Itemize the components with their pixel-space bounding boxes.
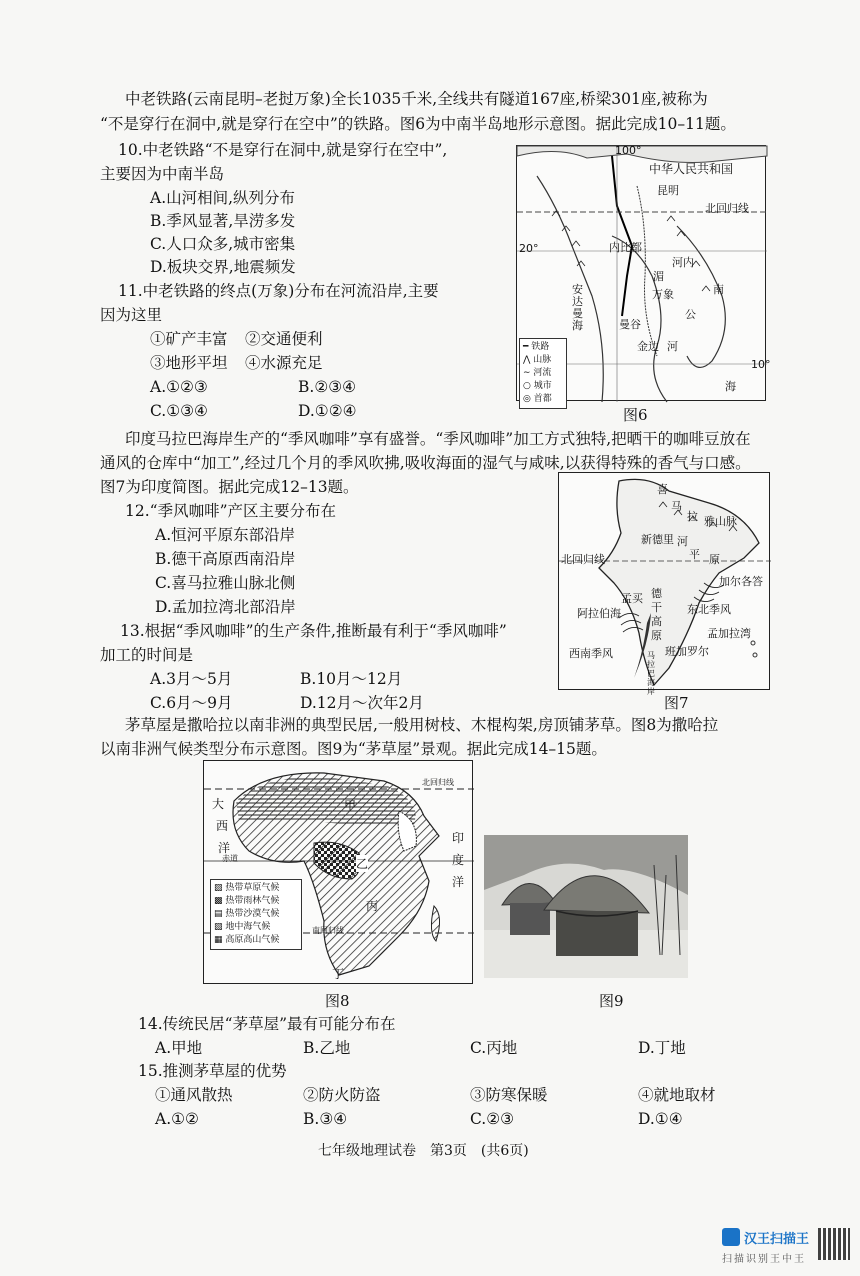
- fig7-decc1-label: 德: [651, 587, 662, 600]
- fig8-du-label: 度: [452, 853, 465, 867]
- fig6-lon-label: 100°: [615, 144, 642, 157]
- fig7-decc2-label: 干: [651, 601, 662, 614]
- q10-option-a: A.山河相间,纵列分布: [150, 189, 296, 207]
- fig8-yang2-label: 洋: [452, 875, 465, 889]
- fig8-equator-label: 赤道: [222, 854, 238, 863]
- scanner-logo-icon: [722, 1228, 740, 1246]
- fig7-he-label: 河: [677, 535, 688, 548]
- fig8-yi-label: 乙: [356, 857, 369, 871]
- fig7-yuan-label: 原: [709, 553, 720, 566]
- fig7-decc4-label: 原: [651, 629, 662, 642]
- fig6-country-label: 中华人民共和国: [649, 162, 734, 176]
- q12-option-d: D.孟加拉湾北部沿岸: [155, 598, 296, 616]
- fig6-legend-city: ○ 城市: [523, 381, 552, 391]
- fig7-ma-label: 马: [671, 500, 682, 513]
- fig8-legend-rainforest: ▩ 热带雨林气候: [214, 896, 280, 906]
- fig6-kunming-label: 昆明: [657, 184, 679, 197]
- intro8-line-1: 茅草屋是撒哈拉以南非洲的典型民居,一般用树枝、木棍构架,房顶铺茅草。图8为撒哈拉: [125, 716, 719, 734]
- fig7-malabar-label: 马拉巴海岸: [647, 651, 655, 696]
- mountain-icon: ⋀: [523, 355, 534, 365]
- fig6-qiao-label: 湄: [653, 270, 664, 283]
- brand-tagline: 扫描识别王中王: [722, 1254, 806, 1265]
- q11-item-2: ②交通便利: [245, 330, 323, 348]
- q14-option-b: B.乙地: [303, 1039, 351, 1057]
- fig6-bangkok-label: 曼谷: [619, 318, 641, 331]
- q13-option-b: B.10月～12月: [300, 670, 403, 688]
- q10-option-c: C.人口众多,城市密集: [150, 235, 296, 253]
- q15-item-4: ④就地取材: [638, 1086, 716, 1104]
- q11-item-1: ①矿产丰富: [150, 330, 228, 348]
- fig7-arabian-label: 阿拉伯海: [577, 607, 621, 620]
- fig8-da-label: 大: [212, 797, 225, 811]
- fig6-jinbian-label: 金边: [637, 340, 659, 353]
- intro-line-1: 中老铁路(云南昆明–老挝万象)全长1035千米,全线共有隧道167座,桥梁301座,被称为: [125, 90, 708, 108]
- fig8-ding-label: 丁: [332, 967, 345, 981]
- fig6-hai-label: 海: [725, 380, 736, 393]
- q10-option-b: B.季风显著,旱涝多发: [150, 212, 296, 230]
- q14-option-a: A.甲地: [155, 1039, 203, 1057]
- fig7-mumbai-label: 孟买: [621, 592, 643, 605]
- q11-item-4: ④水源充足: [245, 354, 323, 372]
- intro7-line-3: 图7为印度简图。据此完成12–13题。: [100, 478, 359, 496]
- fig8-legend-highland: ▦ 高原高山气候: [214, 935, 280, 945]
- q11-stem-2: 因为这里: [100, 306, 163, 324]
- desert-icon: ▤: [214, 909, 226, 919]
- thatched-hut-illustration: [484, 835, 688, 978]
- fig6-gong-label: 公: [685, 308, 696, 321]
- q15-option-b: B.③④: [303, 1110, 348, 1128]
- fig6-legend-railway: ━ 铁路: [523, 342, 550, 352]
- figure-7-map: [558, 472, 770, 696]
- q11-option-c: C.①③④: [150, 402, 208, 420]
- q11-option-a: A.①②③: [150, 378, 208, 396]
- fig8-yang-label: 洋: [218, 841, 231, 855]
- fig7-newdelhi-label: 新德里: [641, 533, 674, 546]
- highland-icon: ▦: [214, 935, 226, 945]
- q13-option-c: C.6月～9月: [150, 694, 233, 712]
- fig6-andaman-label: 安达曼海: [572, 283, 583, 332]
- railway-icon: ━: [523, 342, 532, 352]
- q10-stem-1: 10.中老铁路“不是穿行在洞中,就是穿行在空中”,: [118, 141, 448, 159]
- fig7-nemonsoon-label: 东北季风: [687, 603, 731, 616]
- q13-stem-2: 加工的时间是: [100, 646, 194, 664]
- fig7-bangalore-label: 班加罗尔: [665, 645, 709, 658]
- brand-name: 汉王扫描王: [744, 1232, 810, 1247]
- q11-option-b: B.②③④: [298, 378, 357, 396]
- rainforest-icon: ▩: [214, 896, 226, 906]
- intro8-line-2: 以南非洲气候类型分布示意图。图9为“茅草屋”景观。据此完成14–15题。: [100, 740, 607, 758]
- savanna-icon: ▨: [214, 883, 226, 893]
- qr-code-icon: [818, 1228, 850, 1260]
- q10-stem-2: 主要因为中南半岛: [100, 165, 225, 183]
- fig8-legend: [210, 879, 302, 950]
- fig7-swmonsoon-label: 西南季风: [569, 647, 613, 660]
- fig7-ping-label: 平: [689, 548, 700, 561]
- page-footer: 七年级地理试卷 第3页 (共6页): [318, 1143, 529, 1159]
- fig8-bing-label: 丙: [366, 899, 379, 913]
- intro-line-2: “不是穿行在洞中,就是穿行在空中”的铁路。图6为中南半岛地形示意图。据此完成10–11题。: [100, 115, 736, 133]
- fig7-caption: 图7: [664, 694, 689, 712]
- figure-6-map: [516, 144, 771, 404]
- q15-item-3: ③防寒保暖: [470, 1086, 548, 1104]
- figure-8-map: [203, 760, 473, 984]
- fig7-decc3-label: 高: [651, 615, 662, 628]
- fig8-tropic-s-label: 南回归线: [312, 926, 344, 935]
- fig9-caption: 图9: [599, 992, 624, 1010]
- q13-option-a: A.3月～5月: [150, 670, 233, 688]
- fig6-hanoi-label: 河内: [672, 256, 694, 269]
- capital-icon: ◎: [523, 394, 534, 404]
- fig6-lat20-label: 20°: [519, 242, 539, 255]
- q12-option-b: B.德干高原西南沿岸: [155, 550, 296, 568]
- fig6-legend: [519, 338, 567, 409]
- fig6-nan-label: 南: [713, 283, 724, 296]
- q12-option-c: C.喜马拉雅山脉北侧: [155, 574, 296, 592]
- intro7-line-2: 通风的仓库中“加工”,经过几个月的季风吹拂,吸收海面的湿气与咸味,以获得特殊的香气与口感。: [100, 454, 751, 472]
- q11-option-d: D.①②④: [298, 402, 357, 420]
- fig6-tropic-label: 北回归线: [705, 202, 749, 215]
- q14-option-c: C.丙地: [470, 1039, 518, 1057]
- fig8-tropic-n-label: 北回归线: [422, 778, 454, 787]
- figure-9-photo: [484, 835, 688, 978]
- q13-stem-1: 13.根据“季风咖啡”的生产条件,推断最有利于“季风咖啡”: [120, 622, 507, 640]
- fig7-yashan-label: 雅山脉: [704, 515, 737, 528]
- fig6-legend-capital: ◎ 首都: [523, 394, 552, 404]
- mediterranean-icon: ▧: [214, 922, 226, 932]
- q15-item-2: ②防火防盗: [303, 1086, 381, 1104]
- fig7-xi-label: 喜: [657, 483, 668, 496]
- intro7-line-1: 印度马拉巴海岸生产的“季风咖啡”享有盛誉。“季风咖啡”加工方式独特,把晒干的咖啡豆放在: [125, 430, 751, 448]
- q15-option-d: D.①④: [638, 1110, 683, 1128]
- fig6-neipidu-label: 内比都: [609, 241, 642, 254]
- fig7-tropic-label: 北回归线: [561, 553, 605, 566]
- q15-option-c: C.②③: [470, 1110, 515, 1128]
- fig7-la-label: 拉: [687, 510, 698, 523]
- city-icon: ○: [523, 381, 534, 391]
- africa-map-graphic: [204, 761, 474, 985]
- fig8-legend-savanna: ▨ 热带草原气候: [214, 883, 280, 893]
- q15-stem: 15.推测茅草屋的优势: [138, 1062, 287, 1080]
- q11-item-3: ③地形平坦: [150, 354, 228, 372]
- q15-option-a: A.①②: [155, 1110, 199, 1128]
- fig6-caption: 图6: [623, 406, 648, 424]
- fig6-lat10-label: 10°: [751, 358, 771, 371]
- q11-stem-1: 11.中老铁路的终点(万象)分布在河流沿岸,主要: [118, 282, 439, 300]
- q14-stem: 14.传统民居“茅草屋”最有可能分布在: [138, 1015, 396, 1033]
- fig6-legend-mountain: ⋀ 山脉: [523, 355, 552, 365]
- q12-option-a: A.恒河平原东部沿岸: [155, 526, 296, 544]
- fig8-legend-desert: ▤ 热带沙漠气候: [214, 909, 280, 919]
- fig8-yin-label: 印: [452, 831, 465, 845]
- fig8-caption: 图8: [325, 992, 350, 1010]
- river-icon: ∼: [523, 368, 534, 378]
- fig8-jia-label: 甲: [344, 799, 357, 813]
- q14-option-d: D.丁地: [638, 1039, 686, 1057]
- fig6-he-label: 河: [667, 340, 678, 353]
- fig7-kolkata-label: 加尔各答: [719, 575, 763, 588]
- fig8-xi-label: 西: [216, 819, 229, 833]
- q10-option-d: D.板块交界,地震频发: [150, 258, 296, 276]
- fig6-wanxiang-label: 万象: [652, 288, 674, 301]
- fig6-legend-river: ∼ 河流: [523, 368, 552, 378]
- q12-stem: 12.“季风咖啡”产区主要分布在: [125, 502, 336, 520]
- q15-item-1: ①通风散热: [155, 1086, 233, 1104]
- fig8-legend-mediterranean: ▧ 地中海气候: [214, 922, 271, 932]
- q13-option-d: D.12月～次年2月: [300, 694, 424, 712]
- fig7-bay-label: 孟加拉湾: [707, 627, 751, 640]
